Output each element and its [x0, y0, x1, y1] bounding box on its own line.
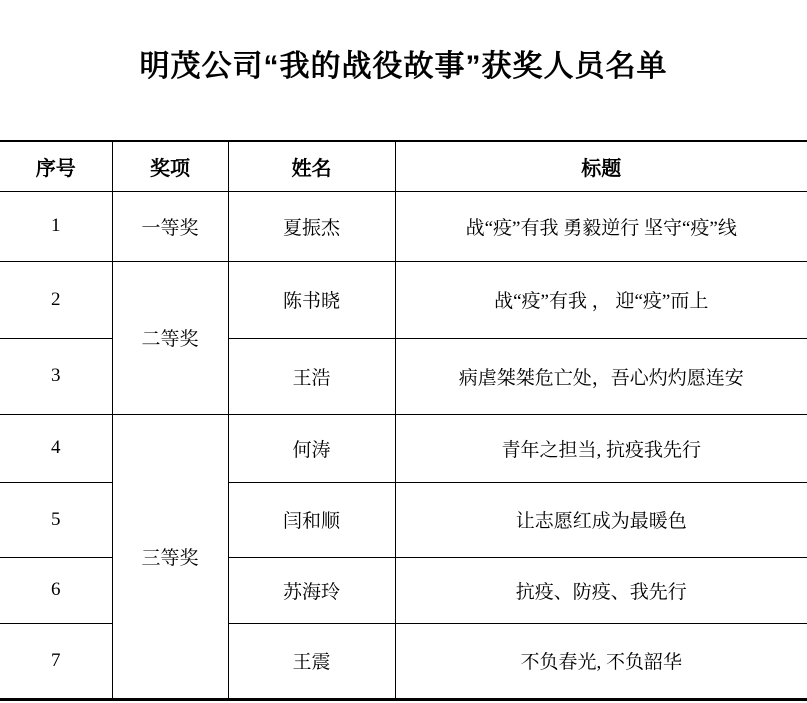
cell-name: 苏海玲: [228, 557, 395, 623]
cell-name: 闫和顺: [228, 482, 395, 557]
cell-title: 抗疫、防疫、我先行: [395, 557, 807, 623]
cell-name: 陈书晓: [228, 261, 395, 338]
header-award: 奖项: [112, 141, 228, 191]
cell-title: 战“疫”有我 勇毅逆行 坚守“疫”线: [395, 191, 807, 261]
header-title: 标题: [395, 141, 807, 191]
cell-title: 不负春光, 不负韶华: [395, 623, 807, 699]
award-winners-table: [0, 140, 807, 701]
cell-no: 2: [0, 261, 112, 338]
cell-name: 王浩: [228, 338, 395, 414]
cell-no: 3: [0, 338, 112, 414]
cell-award: 一等奖: [112, 191, 228, 261]
cell-no: 1: [0, 191, 112, 261]
cell-title: 战“疫”有我 ， 迎“疫”而上: [395, 261, 807, 338]
page-title: 明茂公司“我的战役故事”获奖人员名单: [139, 50, 668, 83]
cell-name: 何涛: [228, 414, 395, 482]
cell-name: 夏振杰: [228, 191, 395, 261]
table-row: [0, 414, 807, 482]
cell-title: 病虐桀桀危亡处，吾心灼灼愿连安: [395, 338, 807, 414]
cell-no: 7: [0, 623, 112, 699]
header-no: 序号: [0, 141, 112, 191]
cell-name: 王震: [228, 623, 395, 699]
table-row: [0, 191, 807, 261]
header-name: 姓名: [228, 141, 395, 191]
cell-award: 三等奖: [112, 414, 228, 699]
table-header-row: [0, 141, 807, 191]
cell-title: 让志愿红成为最暖色: [395, 482, 807, 557]
cell-title: 青年之担当, 抗疫我先行: [395, 414, 807, 482]
cell-no: 4: [0, 414, 112, 482]
cell-no: 5: [0, 482, 112, 557]
cell-award: 二等奖: [112, 261, 228, 414]
table-row: [0, 261, 807, 338]
cell-no: 6: [0, 557, 112, 623]
